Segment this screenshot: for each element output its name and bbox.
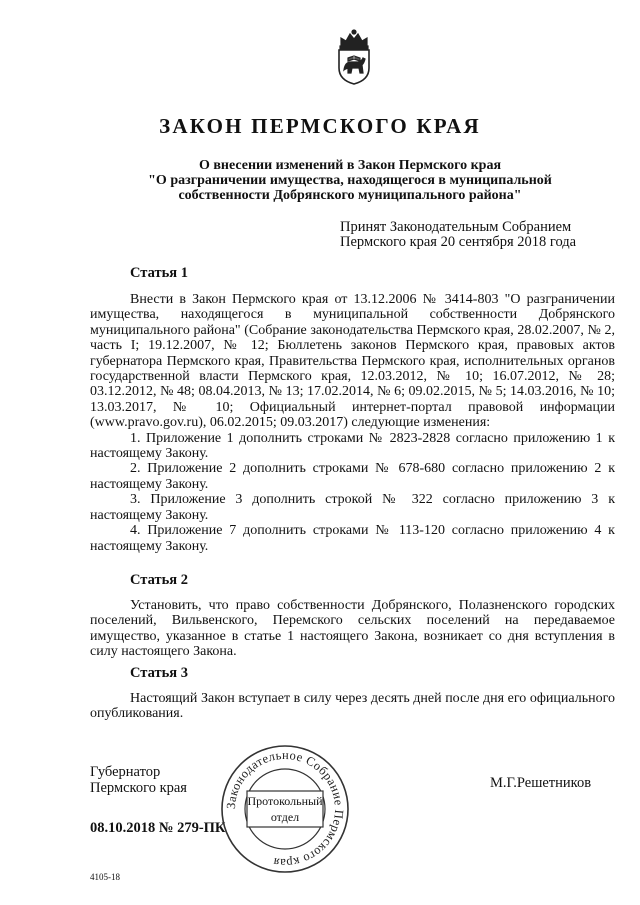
signatory-name: М.Г.Решетников bbox=[490, 775, 592, 791]
article-1-body bbox=[90, 292, 615, 554]
law-title: ЗАКОН ПЕРМСКОГО КРАЯ bbox=[159, 114, 481, 138]
adoption-line: Принят Законодательным Собранием bbox=[340, 219, 572, 235]
article-paragraph: Установить, что право собственности Добрянского, Полазненского городских поселений, Вильвенского, Перемского сельских поселений на передаваемое имущество, указанное в статье 1 настоящего Закона, возникает со дня вступления в силу настоящего Закона. bbox=[90, 598, 615, 660]
article-1-heading: Статья 1 bbox=[130, 265, 188, 281]
law-date-number: 08.10.2018 № 279-ПК bbox=[90, 820, 226, 836]
document-code: 4105-18 bbox=[90, 872, 120, 882]
article-2-heading: Статья 2 bbox=[130, 572, 188, 588]
perm-krai-coat-of-arms-icon bbox=[332, 28, 376, 86]
stamp-center-line: Протокольный bbox=[247, 794, 323, 808]
stamp-center-line: отдел bbox=[270, 810, 300, 824]
position-line: Пермского края bbox=[90, 780, 187, 796]
adoption-note bbox=[340, 220, 620, 250]
adoption-line: Пермского края 20 сентября 2018 года bbox=[340, 234, 577, 250]
article-item: 2. Приложение 2 дополнить строками № 678-680 согласно приложению 2 к настоящему Закону. bbox=[90, 461, 615, 492]
article-item: 1. Приложение 1 дополнить строками № 2823-2828 согласно приложению 1 к настоящему Закону. bbox=[90, 430, 615, 462]
signatory-position bbox=[90, 764, 187, 796]
subject-line: собственности Добрянского муниципального района" bbox=[178, 188, 522, 203]
article-3-body bbox=[90, 691, 615, 722]
article-paragraph: Внести в Закон Пермского края от 13.12.2006 № 3414-803 "О разграничении имущества, находящегося в муниципальной собственности Добрянского муниципального района" (Собрание законодательства Пермского края, 28.02.2007, № 2, часть I; 19.12.2007, № 12; Бюллетень законов Пермского края, правовых актов губернатора Пермского края, Правительства Пермского края, исполнительных органов государственной власти Пермского края, 12.03.2012, № 10; 16.07.2012, № 28; 03.12.2012, № 48; 08.04.2013, № 13; 17.02.2014, № 6; 09.02.2015, № 5; 14.03.2016, № 10; 13.03.2017, № 10; Официальный интернет-портал правовой информации (www.pravo.gov.ru), 06.02.2015; 09.03.2017) следующие изменения: bbox=[90, 292, 615, 431]
article-item: 3. Приложение 3 дополнить строкой № 322 согласно приложению 3 к настоящему Закону. bbox=[90, 492, 615, 523]
position-line: Губернатор bbox=[90, 764, 161, 780]
subject-line: О внесении изменений в Закон Пермского края bbox=[198, 158, 502, 173]
official-stamp bbox=[218, 742, 352, 876]
article-2-body bbox=[90, 598, 615, 660]
article-paragraph: Настоящий Закон вступает в силу через десять дней после дня его официального опубликования. bbox=[90, 691, 615, 722]
article-item: 4. Приложение 7 дополнить строками № 113-120 согласно приложению 4 к настоящему Закону. bbox=[90, 523, 615, 554]
stamp-ring-text: Законодательное Собрание Пермского края bbox=[223, 747, 347, 871]
subject-line: "О разграничении имущества, находящегося в муниципальной bbox=[148, 173, 552, 188]
article-3-heading: Статья 3 bbox=[130, 665, 188, 681]
law-subject bbox=[120, 158, 580, 203]
